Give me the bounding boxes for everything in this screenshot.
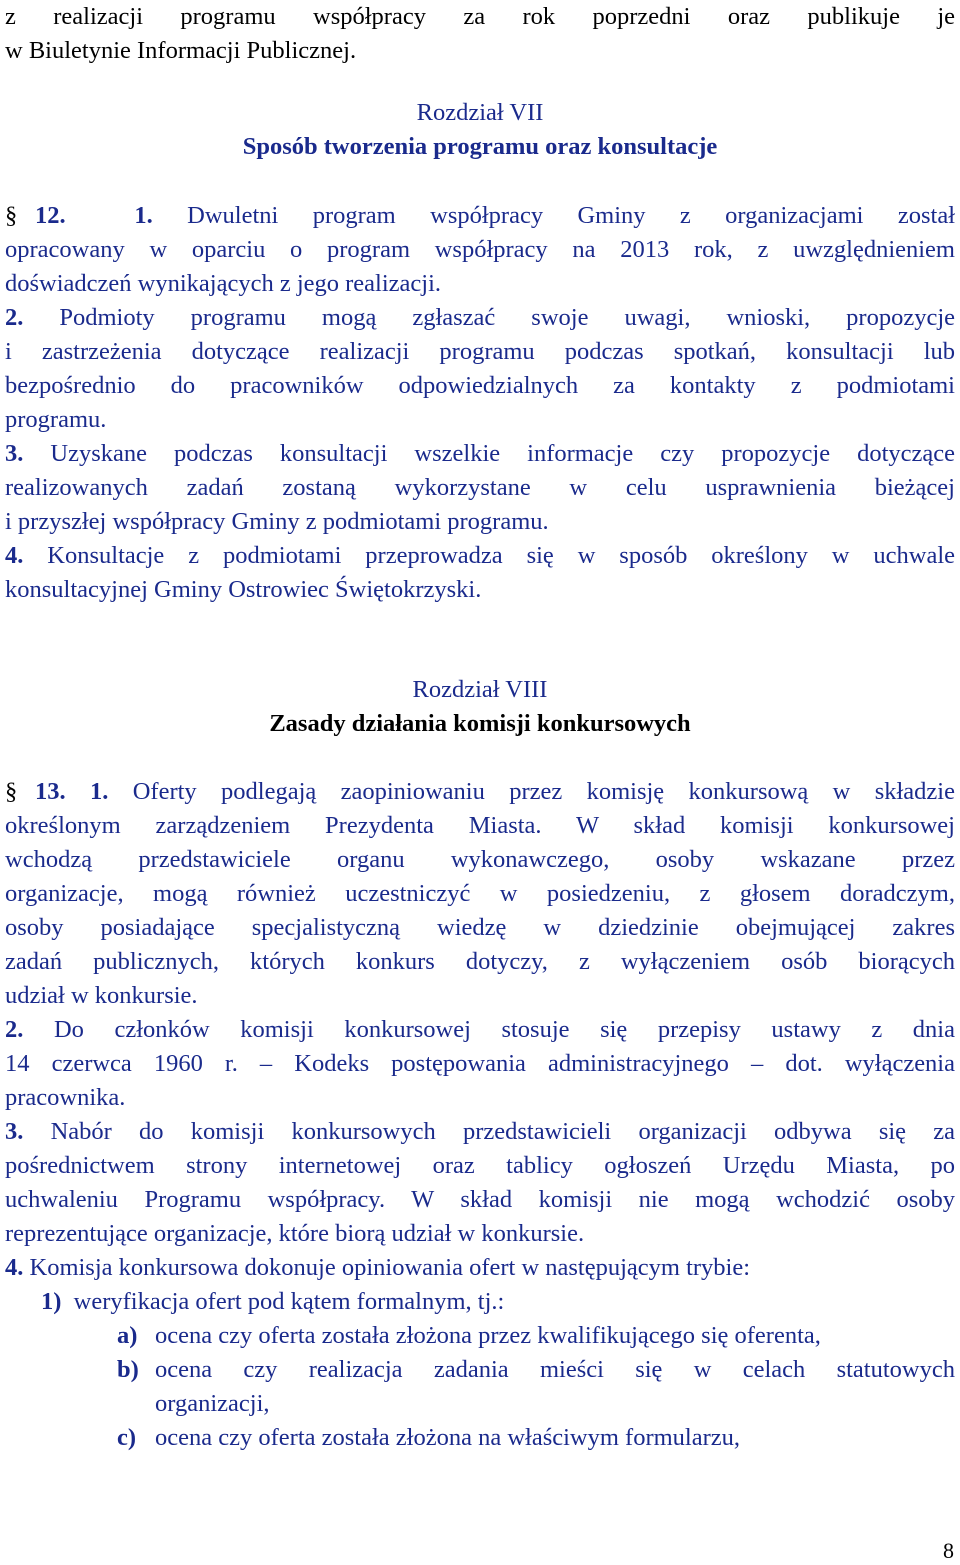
section-12-para-2-line [5,301,955,335]
point-number: 4. [5,1254,24,1281]
chapter-title: Sposób tworzenia programu oraz konsultacje [242,133,718,160]
list-item-b-continuation: organizacji, [155,1390,270,1417]
paragraph-line: bezpośrednio do pracowników odpowiedzialnych za kontakty z podmiotami [5,372,955,399]
paragraph-line: zadań publicznych, których konkurs dotyczy, z wyłączeniem osób biorących [5,948,955,975]
section-13-para-2-line [5,1013,955,1047]
list-item-text: ocena czy realizacja zadania mieści się w celach statutowych [155,1356,955,1383]
paragraph-line: określonym zarządzeniem Prezydenta Miasta. W skład komisji konkursowej [5,812,955,839]
section-number: 12. [35,202,66,229]
page-number: 8 [943,1538,954,1563]
paragraph-line: z realizacji programu współpracy za rok poprzedni oraz publikuje je [5,3,955,30]
paragraph-line: realizowanych zadań zostaną wykorzystane w celu usprawnienia bieżącej [5,474,955,501]
list-item-c [117,1421,740,1455]
section-12-para-3-line [5,437,955,471]
paragraph-line: doświadczeń wynikających z jego realizacji. [5,270,442,297]
paragraph-line: organizacje, mogą również uczestniczyć w posiedzeniu, z głosem doradczym, [5,880,955,907]
point-number: 3. [5,440,24,467]
section-sign: § [5,202,18,229]
paragraph-line: opracowany w oparciu o program współpracy na 2013 rok, z uwzględnieniem [5,236,955,263]
paragraph-line: udział w konkursie. [5,982,198,1009]
section-number: 13. [35,778,66,805]
chapter-title: Zasady działania komisji konkursowych [269,710,691,737]
paragraph-line: w Biuletynie Informacji Publicznej. [5,37,357,64]
point-text: Podmioty programu mogą zgłaszać swoje uwagi, wnioski, propozycje [59,304,955,331]
section-13-para-3-line [5,1115,955,1149]
point-text: Komisja konkursowa dokonuje opiniowania ofert w następującym trybie: [29,1254,751,1281]
list-item-text: weryfikacja ofert pod kątem formalnym, tj.: [73,1288,505,1315]
point-text: Oferty podlegają zaopiniowaniu przez komisję konkursową w składzie [132,778,955,805]
point-text: Konsultacje z podmiotami przeprowadza się w sposób określony w uchwale [47,542,955,569]
section-13-para-4-line [5,1251,750,1285]
point-text: Dwuletni program współpracy Gminy z organizacjami został [187,202,956,229]
point-number: 2. [5,1016,24,1043]
list-item-a [117,1319,821,1353]
point-text: Do członków komisji konkursowej stosuje się przepisy ustawy z dnia [53,1016,955,1043]
list-marker: b) [117,1356,139,1383]
chapter-heading: Rozdział VII [416,99,544,126]
section-sign: § [5,778,18,805]
paragraph-line: osoby posiadające specjalistyczną wiedzę w dziedzinie obejmującej zakres [5,914,955,941]
point-number: 3. [5,1118,24,1145]
paragraph-line: uchwaleniu Programu współpracy. W skład komisji nie mogą wchodzić osoby [5,1186,955,1213]
chapter-heading: Rozdział VIII [412,676,548,703]
list-item-b [117,1353,955,1387]
list-marker: c) [117,1424,137,1451]
paragraph-line: wchodzą przedstawiciele organu wykonawczego, osoby wskazane przez [5,846,955,873]
point-number: 2. [5,304,24,331]
section-13-para-1-line [5,775,955,809]
list-marker: 1) [41,1288,62,1315]
list-marker: a) [117,1322,138,1349]
point-number: 4. [5,542,24,569]
list-item-text: ocena czy oferta została złożona przez kwalifikującego się oferenta, [155,1322,821,1349]
paragraph-line: i zastrzeżenia dotyczące realizacji programu podczas spotkań, konsultacji lub [5,338,955,365]
point-number: 1. [89,778,109,805]
list-item-1 [41,1285,504,1319]
section-12-para-1-line [5,199,955,233]
paragraph-line: pośrednictwem strony internetowej oraz tablicy ogłoszeń Urzędu Miasta, po [5,1152,955,1179]
section-12-para-4-line [5,539,955,573]
paragraph-line: pracownika. [5,1084,126,1111]
paragraph-line: i przyszłej współpracy Gminy z podmiotami programu. [5,508,549,535]
paragraph-line: konsultacyjnej Gminy Ostrowiec Świętokrzyski. [5,576,482,603]
point-text: Nabór do komisji konkursowych przedstawicieli organizacji odbywa się za [50,1118,955,1145]
point-text: Uzyskane podczas konsultacji wszelkie informacje czy propozycje dotyczące [50,440,956,467]
paragraph-line: programu. [5,406,107,433]
paragraph-line: reprezentujące organizacje, które biorą udział w konkursie. [5,1220,585,1247]
paragraph-line: 14 czerwca 1960 r. – Kodeks postępowania administracyjnego – dot. wyłączenia [5,1050,955,1077]
list-item-text: ocena czy oferta została złożona na właściwym formularzu, [155,1424,740,1451]
point-number: 1. [134,202,153,229]
